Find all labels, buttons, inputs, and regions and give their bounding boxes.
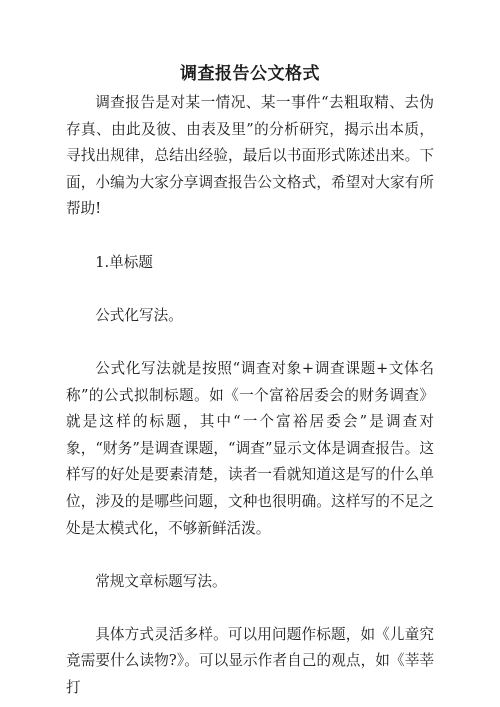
paragraph-gap xyxy=(66,223,434,250)
regular-style-paragraph: 具体方式灵活多样。可以用问题作标题，如《儿童究竟需要什么读物?》。可以显示作者自己的观点，如《莘莘打 xyxy=(66,625,434,697)
intro-paragraph: 调查报告是对某一情况、某一事件“去粗取精、去伪存真、由此及彼、由表及里”的分析研究，揭示出本质，寻找出规律，总结出经验，最后以书面形式陈述出来。下面，小编为大家分享调查报告公文格式，希望对大家有所帮助! xyxy=(66,94,434,218)
subheading-formula-style: 公式化写法。 xyxy=(95,306,183,324)
paragraph-gap xyxy=(66,329,434,356)
paragraph-gap xyxy=(66,542,434,569)
section-heading-single-title: 1.单标题 xyxy=(95,253,153,271)
paragraph-gap xyxy=(66,595,434,622)
paragraph-gap xyxy=(66,276,434,303)
subheading-regular-style: 常规文章标题写法。 xyxy=(95,572,227,590)
formula-style-paragraph: 公式化写法就是按照“调查对象+调查课题+文体名称”的公式拟制标题。如《一个富裕居委会的财务调查》就是这样的标题，其中“一个富裕居委会”是调查对象，“财务”是调查课题，“调查”显示文体是调查报告。这样写的好处是要素清楚，读者一看就知道这是写的什么单位，涉及的是哪些问题，文种也很明确。这样写的不足之处是太模式化，不够新鲜活泼。 xyxy=(66,359,434,537)
document-title: 调查报告公文格式 xyxy=(180,64,320,84)
